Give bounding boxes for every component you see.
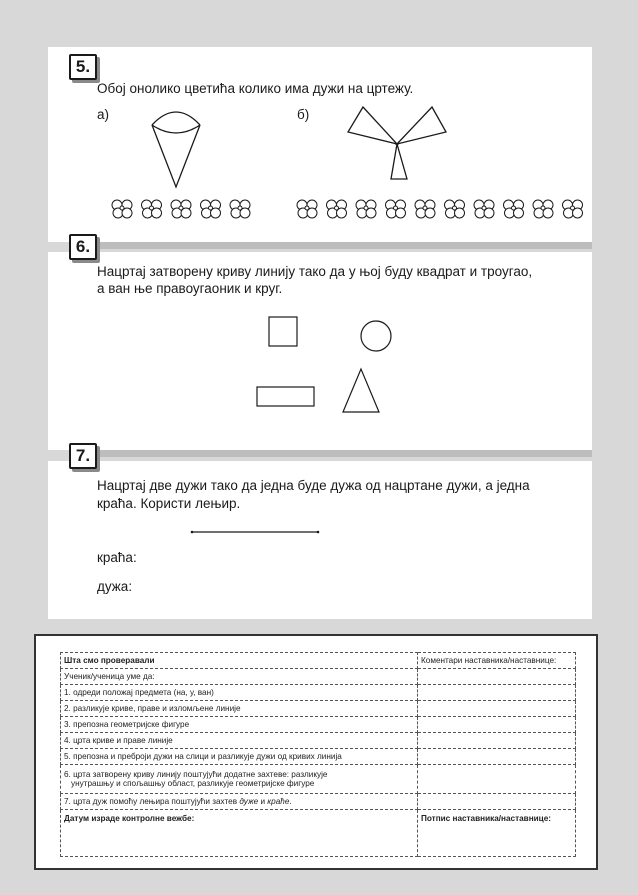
test-date-field[interactable]: Датум израде контролне вежбе: [61, 810, 418, 857]
table-header-row [61, 653, 576, 669]
question-6-number: 6. [69, 234, 97, 260]
question-6-separator [83, 242, 592, 249]
flower-icon[interactable] [445, 200, 465, 218]
comment-cell[interactable] [418, 701, 576, 717]
figure-a-label: а) [97, 107, 110, 122]
comment-cell[interactable] [418, 749, 576, 765]
criterion-5: 5. препозна и преброји дужи на слици и разликује дужи од кривих линија [61, 749, 418, 765]
criterion-6-line2: унутрашњу и спољашњу област, разликује геометријске фигуре [71, 779, 315, 788]
table-row [61, 749, 576, 765]
question-5-text: Обој онолико цветића колико има дужи на цртежу. [97, 81, 414, 96]
comment-cell[interactable] [418, 717, 576, 733]
table-row [61, 717, 576, 733]
table-row [61, 733, 576, 749]
circle-shape [361, 321, 391, 351]
question-7-separator [83, 450, 592, 457]
flower-icon[interactable] [171, 200, 191, 218]
flower-icon[interactable] [415, 200, 435, 218]
flower-icon[interactable] [230, 200, 250, 218]
comment-cell[interactable] [418, 794, 576, 810]
criterion-6 [61, 765, 418, 794]
flower-icon[interactable] [386, 200, 406, 218]
table-row [61, 701, 576, 717]
shapes-figure [255, 315, 395, 415]
table-row [61, 669, 576, 685]
flower-icon[interactable] [504, 200, 524, 218]
flower-icon[interactable] [201, 200, 221, 218]
question-6-text-line2: а ван ње правоугаоник и круг. [97, 281, 283, 296]
shorter-segment-label: краћа: [97, 550, 137, 565]
flower-icon[interactable] [142, 200, 162, 218]
given-segment [190, 527, 320, 537]
flower-icon[interactable] [297, 200, 317, 218]
flower-icon[interactable] [356, 200, 376, 218]
header-what-checked: Шта смо проверавали [61, 653, 418, 669]
table-row [61, 685, 576, 701]
criterion-7-end: . [289, 797, 292, 806]
criterion-3: 3. препозна геометријске фигуре [61, 717, 418, 733]
rectangle-shape [257, 387, 314, 406]
question-7-text-line2: краћа. Користи лењир. [97, 496, 241, 511]
assessment-table [60, 652, 576, 857]
comment-cell[interactable] [418, 765, 576, 794]
question-6-text-line1: Нацртај затворену криву линију тако да у њој буду квадрат и троугао, [97, 264, 533, 279]
figure-b-propeller [345, 104, 455, 184]
teacher-signature-field[interactable]: Потпис наставника/наставнице: [418, 810, 576, 857]
figure-b-label: б) [297, 107, 310, 122]
intro-cell: Ученик/ученица уме да: [61, 669, 418, 685]
question-7-number: 7. [69, 443, 97, 469]
longer-segment-label: дужа: [97, 579, 133, 594]
question-7-text-line1: Нацртај две дужи тако да једна буде дужа од нацртане дужи, а једна [97, 478, 530, 493]
question-5-number: 5. [69, 54, 97, 80]
flower-icon[interactable] [327, 200, 347, 218]
criterion-6-line1: 6. црта затворену криву линију поштујући додатне захтеве: разликује [64, 770, 328, 779]
criterion-7 [61, 794, 418, 810]
flowers-row-a [109, 195, 259, 221]
table-footer-row [61, 810, 576, 857]
header-teacher-comments: Коментари наставника/наставнице: [418, 653, 576, 669]
flowers-row-b [294, 195, 594, 221]
comment-cell[interactable] [418, 669, 576, 685]
table-row [61, 794, 576, 810]
assessment-table-box [34, 634, 598, 870]
criterion-2: 2. разликује криве, праве и изломљене линије [61, 701, 418, 717]
flower-icon[interactable] [474, 200, 494, 218]
table-row [61, 765, 576, 794]
comment-cell[interactable] [418, 733, 576, 749]
flower-icon[interactable] [563, 200, 583, 218]
flower-icon[interactable] [112, 200, 132, 218]
triangle-shape [343, 369, 379, 412]
criterion-1: 1. одреди положај предмета (на, у, ван) [61, 685, 418, 701]
criterion-7-and: и [258, 797, 268, 806]
criterion-7-longer: дуже [239, 797, 259, 806]
square-shape [269, 317, 297, 346]
criterion-4: 4. црта криве и праве линије [61, 733, 418, 749]
criterion-7-shorter: краће [267, 797, 290, 806]
comment-cell[interactable] [418, 685, 576, 701]
criterion-7-prefix: 7. црта дуж помоћу лењира поштујући захтев [64, 797, 240, 806]
flower-icon[interactable] [533, 200, 553, 218]
figure-a-cone [148, 105, 228, 195]
